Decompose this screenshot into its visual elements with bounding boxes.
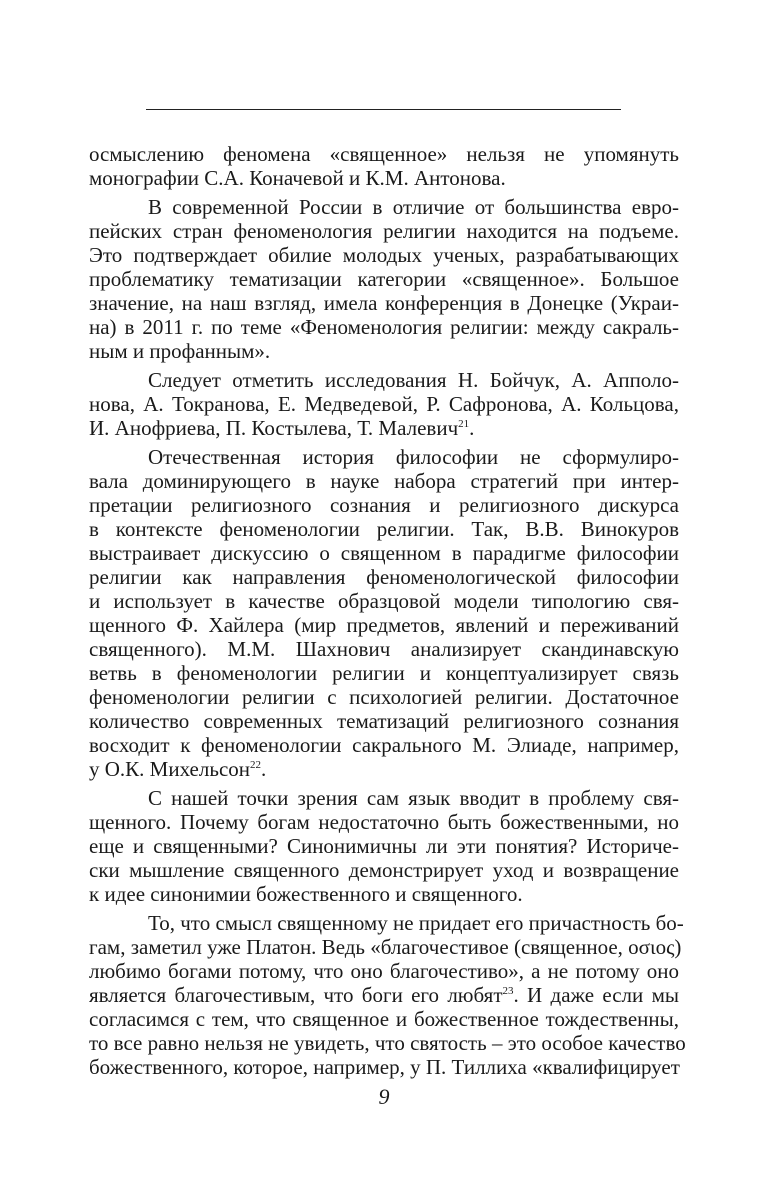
- text-line: любимо богами потому, что оно благочестиво», а не потому оно: [89, 959, 679, 983]
- text-line: осмыслению феномена «священное» нельзя не упомянуть: [89, 142, 679, 166]
- page-number: 9: [378, 1084, 390, 1109]
- paragraph: [89, 368, 679, 440]
- line-tail: .: [261, 757, 267, 781]
- text-line: Следует отметить исследования Н. Бойчук, А. Апполо-: [148, 368, 679, 392]
- text-line: божественного, которое, например, у П. Тиллиха «квалифицирует: [89, 1055, 680, 1079]
- paragraph: [89, 911, 686, 1079]
- text-line: То, что смысл священному не придает его причастность бо-: [148, 911, 684, 935]
- text-line: гам, заметил уже Платон. Ведь «благочестивое (священное, οσιος): [89, 935, 682, 959]
- text-line: [89, 757, 679, 781]
- text-line: количество современных тематизаций религиозного сознания: [89, 709, 679, 733]
- text-line: выстраивает дискуссию о священном в парадигме философии: [89, 541, 679, 565]
- text-line: к идее синонимии божественного и священного.: [89, 882, 523, 906]
- page-body: [89, 142, 686, 1079]
- text-line: Это подтверждает обилие молодых ученых, разрабатывающих: [89, 243, 679, 267]
- text-line: священного). М.М. Шахнович анализирует скандинавскую: [89, 637, 679, 661]
- text-line: щенного Ф. Хайлера (мир предметов, явлений и переживаний: [89, 613, 679, 637]
- text-line: на) в 2011 г. по теме «Феноменология религии: между сакраль-: [89, 315, 679, 339]
- text-line: С нашей точки зрения сам язык вводит в проблему свя-: [148, 786, 679, 810]
- line-text: И. Анофриева, П. Костылева, Т. Малевич: [89, 416, 459, 440]
- text-line: ветвь в феноменологии религии и концептуализирует связь: [89, 661, 679, 685]
- text-line: вала доминирующего в науке набора стратегий при интер-: [89, 469, 679, 493]
- text-line: значение, на наш взгляд, имела конференция в Донецке (Украи-: [89, 291, 679, 315]
- paragraph: [89, 195, 679, 363]
- text-line: то все равно нельзя не увидеть, что святость – это особое качество: [89, 1031, 686, 1055]
- footnote-ref[interactable]: 23: [502, 985, 514, 997]
- text-line: ски мышление священного демонстрирует уход и возвращение: [89, 858, 679, 882]
- line-text: у О.К. Михельсон: [89, 757, 250, 781]
- footnote-ref[interactable]: 22: [250, 759, 261, 771]
- paragraph: [89, 786, 679, 906]
- text-line: еще и священными? Синонимичны ли эти понятия? Историче-: [89, 834, 679, 858]
- header-rule: [146, 109, 621, 110]
- text-line: монографии С.А. Коначевой и К.М. Антонова.: [89, 166, 506, 190]
- text-line: религии как направления феноменологической философии: [89, 565, 679, 589]
- text-line: нова, А. Токранова, Е. Медведевой, Р. Сафронова, А. Кольцова,: [89, 392, 679, 416]
- text-line: восходит к феноменологии сакрального М. Элиаде, например,: [89, 733, 679, 757]
- text-line: Отечественная история философии не сформулиро-: [148, 445, 679, 469]
- line-tail: .: [469, 416, 475, 440]
- footnote-ref[interactable]: 21: [458, 418, 470, 430]
- text-line: [89, 983, 679, 1007]
- text-line: феноменологии религии с психологией религии. Достаточное: [89, 685, 679, 709]
- line-text: является благочестивым, что боги его любят: [89, 983, 503, 1007]
- text-line: ным и профанным».: [89, 339, 271, 363]
- paragraph: [89, 445, 679, 781]
- text-line: щенного. Почему богам недостаточно быть божественными, но: [89, 810, 679, 834]
- text-line: [89, 416, 679, 440]
- text-line: претации религиозного сознания и религиозного дискурса: [89, 493, 679, 517]
- text-line: согласимся с тем, что священное и божественное тождественны,: [89, 1007, 679, 1031]
- text-line: В современной России в отличие от большинства евро-: [148, 195, 679, 219]
- text-line: пейских стран феноменология религии находится на подъеме.: [89, 219, 679, 243]
- text-line: проблематику тематизации категории «священное». Большое: [89, 267, 679, 291]
- text-line: и использует в качестве образцовой модели типологию свя-: [89, 589, 679, 613]
- paragraph: [89, 142, 679, 190]
- text-line: в контексте феноменологии религии. Так, В.В. Винокуров: [89, 517, 679, 541]
- line-tail: . И даже если мы: [513, 983, 679, 1007]
